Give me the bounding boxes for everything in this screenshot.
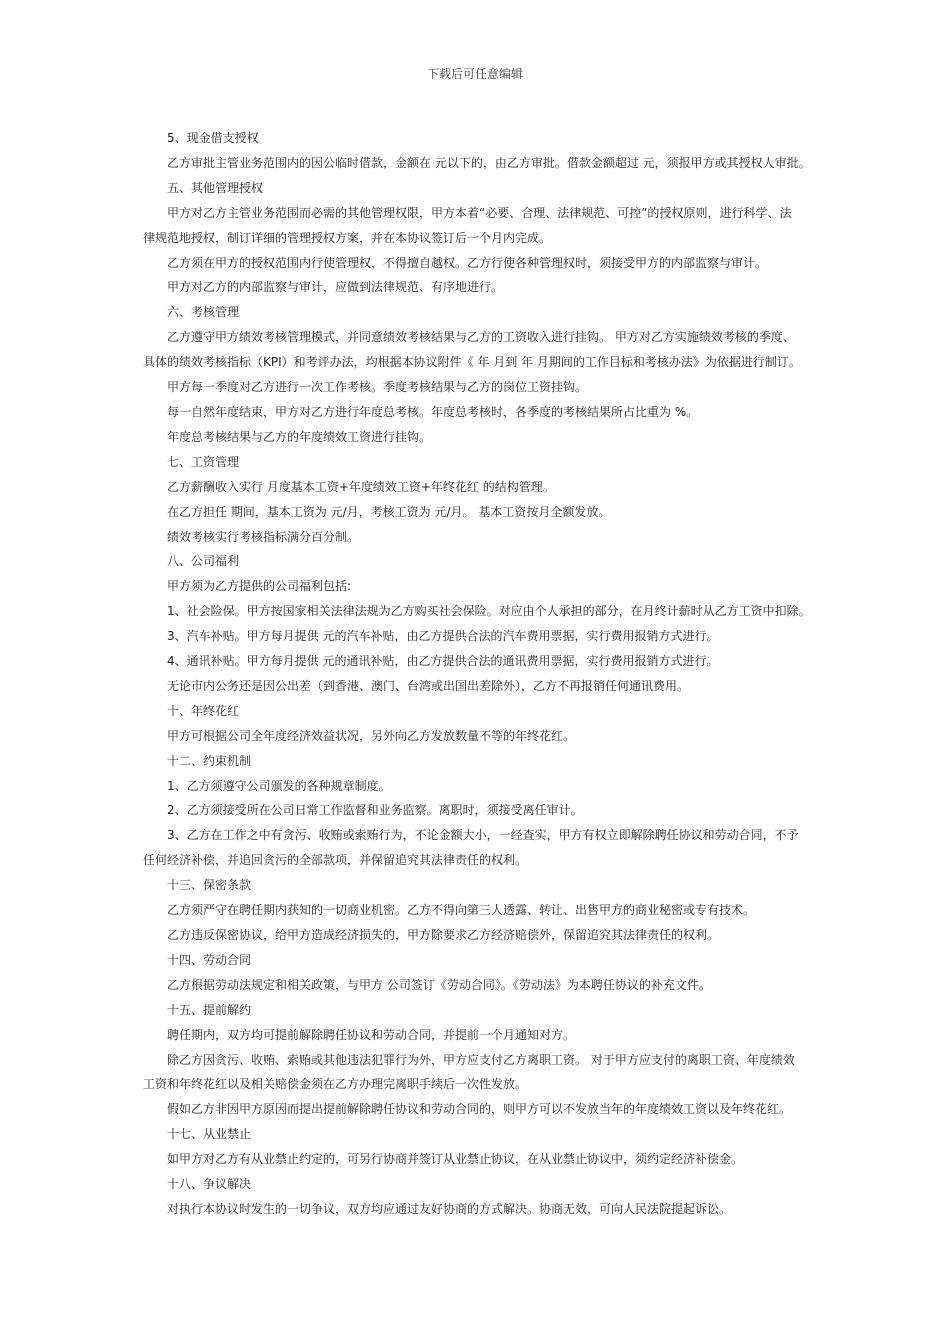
text-line: 聘任期内，双方均可提前解除聘任协议和劳动合同，并提前一个月通知对方。: [167, 1027, 576, 1042]
text-line: 十五、提前解约: [167, 1002, 252, 1017]
text-line: 甲方每一季度对乙方进行一次工作考核。季度考核结果与乙方的岗位工资挂钩。: [167, 380, 588, 395]
text-line: 乙方须严守在聘任期内获知的一切商业机密。乙方不得向第三人透露、转让、出售甲方的商业秘密或专有技术。: [167, 903, 756, 918]
text-line: 乙方根据劳动法规定和相关政策，与甲方 公司签订《劳动合同》。《劳动法》为本聘任协议的补充文件。: [167, 977, 711, 992]
text-line: 年度总考核结果与乙方的年度绩效工资进行挂钩。: [167, 429, 432, 444]
text-line: 对执行本协议时发生的一切争议，双方均应通过友好协商的方式解决。协商无效，可向人民法院提起诉讼。: [167, 1201, 732, 1216]
text-line: 1、乙方须遵守公司颁发的各种规章制度。: [167, 778, 391, 793]
text-line: 六、考核管理: [167, 305, 240, 320]
text-line: 绩效考核实行考核指标满分百分制。: [167, 529, 360, 544]
text-line: 十四、劳动合同: [167, 952, 252, 967]
text-line: 甲方可根据公司全年度经济效益状况，另外向乙方发放数量不等的年终花红。: [167, 728, 576, 743]
text-line: 甲方对乙方主管业务范围而必需的其他管理权限，甲方本着“必要、合理、法律规范、可控”的授权原则，进行科学、法: [167, 205, 792, 220]
text-line: 具体的绩效考核指标（KPI）和考评办法，均根据本协议附件《 年 月到 年 月期间的工作目标和考核办法》为依据进行制订。: [143, 355, 801, 370]
text-line: 乙方审批主管业务范围内的因公临时借款，金额在 元以下的，由乙方审批。借款金额超过 元，须报甲方或其授权人审批。: [167, 155, 811, 170]
text-line: 律规范地授权，制订详细的管理授权方案，并在本协议签订后一个月内完成。: [143, 230, 552, 245]
text-line: 八、公司福利: [167, 554, 240, 569]
text-line: 工资和年终花红以及相关赔偿金须在乙方办理完离职手续后一次性发放。: [143, 1077, 528, 1092]
text-line: 5、现金借支授权: [167, 131, 259, 145]
text-line: 3、汽车补贴。甲方每月提供 元的汽车补贴，由乙方提供合法的汽车费用票据，实行费用报销方式进行。: [167, 629, 719, 644]
text-line: 4、通讯补贴。甲方每月提供 元的通讯补贴，由乙方提供合法的通讯费用票据，实行费用报销方式进行。: [167, 654, 719, 669]
text-line: 甲方须为乙方提供的公司福利包括:: [167, 579, 352, 594]
text-line: 乙方薪酬收入实行 月度基本工资+年度绩效工资+年终花红 的结构管理。: [167, 479, 555, 494]
text-line: 如甲方对乙方有从业禁止约定的，可另行协商并签订从业禁止协议，在从业禁止协议中，须约定经济补偿金。: [167, 1152, 744, 1167]
text-line: 十三、保密条款: [167, 878, 252, 893]
text-line: 3、乙方在工作之中有贪污、收贿或索贿行为，不论金额大小，一经查实，甲方有权立即解除聘任协议和劳动合同，不予: [167, 828, 799, 843]
text-line: 十八、争议解决: [167, 1177, 252, 1192]
text-line: 假如乙方非因甲方原因而提出提前解除聘任协议和劳动合同的，则甲方可以不发放当年的年度绩效工资以及年终花红。: [167, 1102, 792, 1117]
text-line: 每一自然年度结束，甲方对乙方进行年度总考核。年度总考核时，各季度的考核结果所占比重为 %。: [167, 404, 699, 419]
page-header: 下载后可任意编辑: [426, 67, 523, 81]
text-line: 2、乙方须接受所在公司日常工作监督和业务监察。离职时，须接受离任审计。: [167, 803, 583, 818]
text-line: 十、年终花红: [167, 703, 240, 718]
text-line: 乙方须在甲方的授权范围内行使管理权，不得擅自越权。乙方行使各种管理权时，须接受甲方的内部监察与审计。: [167, 255, 768, 270]
text-line: 甲方对乙方的内部监察与审计，应做到法律规范、有序地进行。: [167, 280, 504, 295]
text-line: 七、工资管理: [167, 454, 240, 469]
text-line: 无论市内公务还是因公出差（到香港、澳门、台湾或出国出差除外），乙方不再报销任何通讯费用。: [167, 678, 690, 693]
text-line: 十二、约束机制: [167, 753, 252, 768]
text-line: 乙方违反保密协议，给甲方造成经济损失的，甲方除要求乙方经济赔偿外，保留追究其法律责任的权利。: [167, 928, 720, 942]
document-body: [143, 126, 811, 1222]
text-line: 任何经济补偿，并追回贪污的全部款项，并保留追究其法律责任的权利。: [143, 853, 528, 868]
text-line: 1、社会险保。甲方按国家相关法律法规为乙方购买社会保险。对应由个人承担的部分，在月终计薪时从乙方工资中扣除。: [167, 604, 811, 619]
text-line: 五、其他管理授权: [167, 180, 264, 195]
text-line: 十七、从业禁止: [167, 1127, 252, 1142]
text-line: 乙方遵守甲方绩效考核管理模式，并同意绩效考核结果与乙方的工资收入进行挂钩。 甲方对乙方实施绩效考核的季度、: [167, 330, 795, 345]
text-line: 在乙方担任 期间，基本工资为 元/月，考核工资为 元/月。 基本工资按月全额发放。: [167, 504, 611, 519]
text-line: 除乙方因贪污、收贿、索贿或其他违法犯罪行为外，甲方应支付乙方离职工资。 对于甲方应支付的离职工资、年度绩效: [167, 1052, 795, 1067]
